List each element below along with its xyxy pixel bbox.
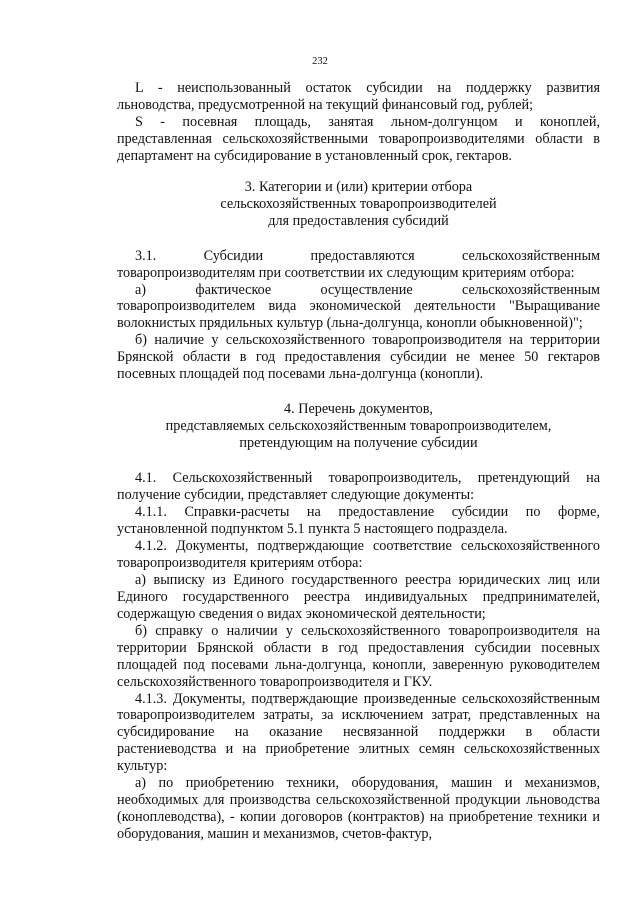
clause-4-1: 4.1. Сельскохозяйственный товаропроизводитель, претендующий на получение субсидии, представляет следующие документы: <box>117 470 600 504</box>
heading-line: сельскохозяйственных товаропроизводителей <box>220 195 497 212</box>
clause-3-1-b: б) наличие у сельскохозяйственного товаропроизводителя на территории Брянской области в год предоставления субсидии не менее 50 гектаров посевных площадей под посевами льна-долгунца (конопли). <box>117 332 600 383</box>
paragraph-l-definition: L - неиспользованный остаток субсидии на поддержку развития льноводства, предусмотренной на текущий финансовый год, рублей; <box>117 80 600 113</box>
heading-line: представляемых сельскохозяйственным товаропроизводителем, <box>165 418 552 435</box>
document-body <box>117 80 600 843</box>
heading-line: для предоставления субсидий <box>268 212 449 229</box>
page-number: 232 <box>312 56 328 67</box>
clause-4-1-3: 4.1.3. Документы, подтверждающие произведенные сельскохозяйственным товаропроизводителем затраты, за исключением затрат, представленных на субсидирование на оказание несвязанной поддержки в области растениеводства и на приобретение элитных семян сельскохозяйственных культур: <box>117 690 600 775</box>
section-4-heading <box>117 401 600 452</box>
clause-4-1-2-b: б) справку о наличии у сельскохозяйственного товаропроизводителя на территории Брянской области в год предоставления субсидии посевных площадей под посевами льна-долгунца, конопли, заверенную руководителем сельскохозяйственного товаропроизводителя и ГКУ. <box>117 622 600 690</box>
clause-4-1-2: 4.1.2. Документы, подтверждающие соответствие сельскохозяйственного товаропроизводителя критериям отбора: <box>117 537 600 571</box>
clause-4-1-3-a: а) по приобретению техники, оборудования, машин и механизмов, необходимых для производства сельскохозяйственной продукции льноводства (коноплеводства), - копии договоров (контрактов) на приобретение техники и оборудования, машин и механизмов, счетов-фактур, <box>117 775 600 843</box>
clause-3-1: 3.1. Субсидии предоставляются сельскохозяйственным товаропроизводителям при соответствии их следующим критериям отбора: <box>117 247 600 281</box>
paragraph-s-definition: S - посевная площадь, занятая льном-долгунцом и коноплей, представленная сельскохозяйственными товаропроизводителями области в департамент на субсидирование в установленный срок, гектаров. <box>117 113 600 164</box>
clause-4-1-2-a: а) выписку из Единого государственного реестра юридических лиц или Единого государственного реестра индивидуальных предпринимателей, содержащую сведения о видах экономической деятельности; <box>117 571 600 622</box>
clause-4-1-1: 4.1.1. Справки-расчеты на предоставление субсидии по форме, установленной подпунктом 5.1 пункта 5 настоящего подраздела. <box>117 504 600 537</box>
heading-line: 4. Перечень документов, <box>284 401 433 418</box>
clause-3-1-a: а) фактическое осуществление сельскохозяйственным товаропроизводителем вида экономической деятельности "Выращивание волокнистых прядильных культур (льна-долгунца, конопли обыкновенной)"; <box>117 281 600 332</box>
heading-line: претендующим на получение субсидии <box>239 435 478 452</box>
heading-line: 3. Категории и (или) критерии отбора <box>244 178 473 195</box>
section-3-heading <box>117 179 600 230</box>
